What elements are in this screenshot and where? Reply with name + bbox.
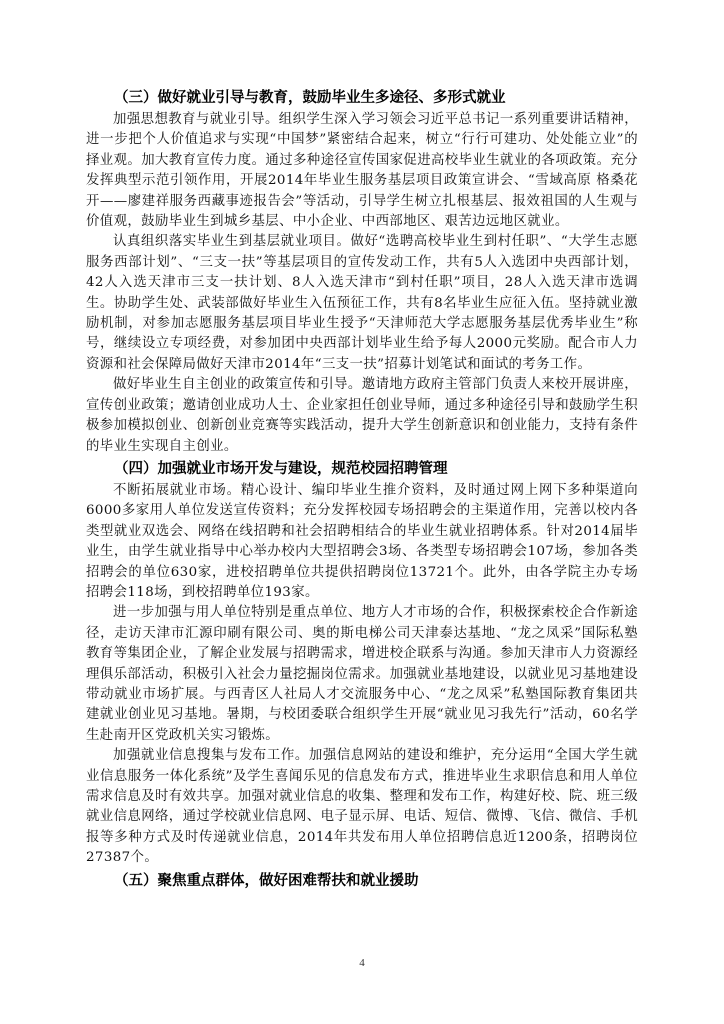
paragraph: 加强就业信息搜集与发布工作。加强信息网站的建设和维护，充分运用“全国大学生就业信息服务一体化系统”及学生喜闻乐见的信息发布方式，推进毕业生求职信息和用人单位需求信息及时有效共享。加强对就业信息的收集、整理和发布工作，构建好校、院、班三级就业信息网络，通过学校就业信息网、电子显示屏、电话、短信、微博、飞信、微信、手机报等多种方式及时传递就业信息，2014年共发布用人单位招聘信息近1200条，招聘岗位27387个。 xyxy=(86,748,638,866)
paragraph: 进一步加强与用人单位特别是重点单位、地方人才市场的合作，积极探索校企合作新途径，走访天津市汇源印刷有限公司、奥的斯电梯公司天津泰达基地、“龙之凤采”国际私塾教育等集团企业，了解企业发展与招聘需求，增进校企联系与沟通。参加天津市人力资源经理俱乐部活动，积极引入社会力量挖掘岗位需求。加强就业基地建设，以就业见习基地建设带动就业市场扩展。与西青区人社局人才交流服务中心、“龙之凤采”私塾国际教育集团共建就业创业见习基地。暑期，与校团委联合组织学生开展“就业见习我先行”活动，60名学生赴南开区党政机关实习锻炼。 xyxy=(86,605,638,743)
paragraph: 不断拓展就业市场。精心设计、编印毕业生推介资料，及时通过网上网下多种渠道向6000多家用人单位发送宣传资料；充分发挥校园专场招聘会的主渠道作用，完善以校内各类型就业双选会、网络在线招聘和社会招聘相结合的毕业生就业招聘体系。针对2014届毕业生，由学生就业指导中心举办校内大型招聘会3场、各类型专场招聘会107场，参加各类招聘会的单位630家，进校招聘单位共提供招聘岗位13721个。此外，由各学院主办专场招聘会118场，到校招聘单位193家。 xyxy=(86,482,638,600)
paragraph: 加强思想教育与就业引导。组织学生深入学习领会习近平总书记一系列重要讲话精神，进一步把个人价值追求与实现“中国梦”紧密结合起来，树立“行行可建功、处处能立业”的择业观。加大教育宣传力度。通过多种途径宣传国家促进高校毕业生就业的各项政策。充分发挥典型示范引领作用，开展2014年毕业生服务基层项目政策宣讲会、“雪域高原 格桑花开——廖建祥服务西藏事迹报告会”等活动，引导学生树立扎根基层、报效祖国的人生观与价值观，鼓励毕业生到城乡基层、中小企业、中西部地区、艰苦边远地区就业。 xyxy=(86,112,638,230)
section-heading-3: （三）做好就业引导与教育，鼓励毕业生多途径、多形式就业 xyxy=(114,90,506,106)
section-heading-4: （四）加强就业市场开发与建设，规范校园招聘管理 xyxy=(114,460,448,477)
page-number: 4 xyxy=(359,957,365,969)
page-body xyxy=(86,86,638,893)
paragraph: 做好毕业生自主创业的政策宣传和引导。邀请地方政府主管部门负责人来校开展讲座，宣传创业政策；邀请创业成功人士、企业家担任创业导师，通过多种途径引导和鼓励学生积极参加模拟创业、创新创业竞赛等实践活动，提升大学生创新意识和创业能力，支持有条件的毕业生实现自主创业。 xyxy=(86,377,638,454)
paragraph: 认真组织落实毕业生到基层就业项目。做好“选聘高校毕业生到村任职”、“大学生志愿服务西部计划”、“三支一扶”等基层项目的宣传发动工作，共有5人入选团中央西部计划，42人入选天津市三支一扶计划、8人入选天津市“到村任职”项目，28人入选天津市选调生。协助学生处、武装部做好毕业生入伍预征工作，共有8名毕业生应征入伍。坚持就业激励机制，对参加志愿服务基层项目毕业生授予“天津师范大学志愿服务基层优秀毕业生”称号，继续设立专项经费，对参加团中央西部计划毕业生给予每人2000元奖励。配合市人力资源和社会保障局做好天津市2014年“三支一扶”招募计划笔试和面试的考务工作。 xyxy=(86,234,638,372)
section-heading-5: （五）聚焦重点群体，做好困难帮扶和就业援助 xyxy=(114,872,419,889)
